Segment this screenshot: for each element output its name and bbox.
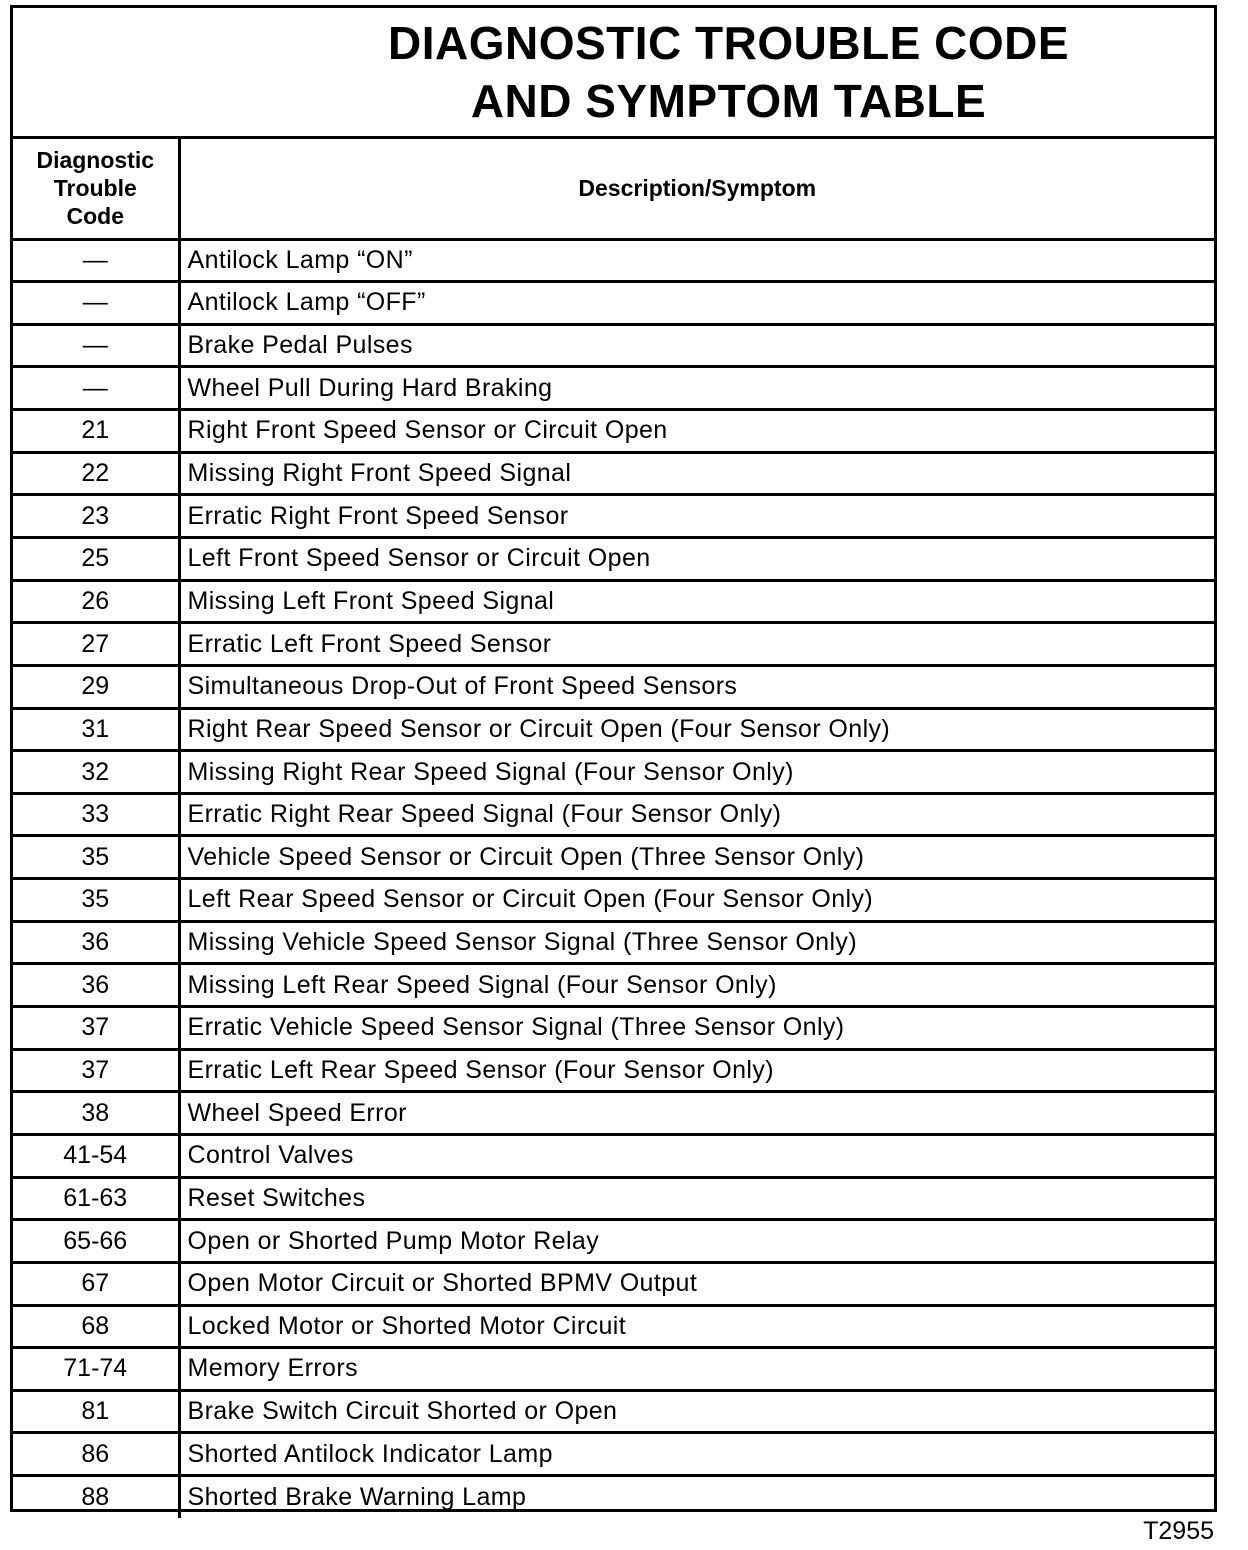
table-row xyxy=(13,1476,1214,1519)
table-row xyxy=(13,836,1214,879)
dtc-code-cell: 26 xyxy=(13,580,179,623)
description-cell: Shorted Brake Warning Lamp xyxy=(187,1483,527,1512)
description-cell: Missing Vehicle Speed Sensor Signal (Three Sensor Only) xyxy=(179,921,1214,964)
dtc-code-cell: 61-63 xyxy=(13,1177,179,1220)
table-row xyxy=(13,537,1214,580)
description-cell: Right Rear Speed Sensor or Circuit Open (Four Sensor Only) xyxy=(179,708,1214,751)
table-header-row xyxy=(13,139,1214,239)
dtc-code-cell: 32 xyxy=(13,751,179,794)
table-row xyxy=(13,964,1214,1007)
description-cell: Missing Right Rear Speed Signal (Four Sensor Only) xyxy=(179,751,1214,794)
table-row xyxy=(13,751,1214,794)
description-cell: Wheel Speed Error xyxy=(179,1092,1214,1135)
table-row xyxy=(13,452,1214,495)
table-row xyxy=(13,1390,1214,1433)
table-row xyxy=(13,921,1214,964)
table-row xyxy=(13,879,1214,922)
description-cell: Vehicle Speed Sensor or Circuit Open (Three Sensor Only) xyxy=(179,836,1214,879)
table-row xyxy=(13,1134,1214,1177)
dtc-code-cell: — xyxy=(13,324,179,367)
dtc-code-cell: 41-54 xyxy=(13,1134,179,1177)
description-cell: Erratic Left Rear Speed Sensor (Four Sensor Only) xyxy=(179,1049,1214,1092)
description-cell: Missing Left Front Speed Signal xyxy=(179,580,1214,623)
dtc-code-cell: 35 xyxy=(13,836,179,879)
description-cell: Memory Errors xyxy=(179,1348,1214,1391)
table-row xyxy=(13,1433,1214,1476)
dtc-code-cell: 21 xyxy=(13,410,179,453)
table-row xyxy=(13,793,1214,836)
table-row xyxy=(13,580,1214,623)
dtc-code-cell: 23 xyxy=(13,495,179,538)
column-header-description: Description/Symptom xyxy=(179,139,1214,239)
description-cell: Missing Right Front Speed Signal xyxy=(179,452,1214,495)
dtc-code-cell: 25 xyxy=(13,537,179,580)
description-cell: Simultaneous Drop-Out of Front Speed Sensors xyxy=(179,665,1214,708)
table-row xyxy=(13,1262,1214,1305)
table-row xyxy=(13,282,1214,325)
description-cell: Antilock Lamp “ON” xyxy=(179,239,1214,282)
table-row xyxy=(13,1177,1214,1220)
description-cell: Right Front Speed Sensor or Circuit Open xyxy=(179,410,1214,453)
dtc-code-cell: 86 xyxy=(13,1433,179,1476)
table-row xyxy=(13,1049,1214,1092)
table-row xyxy=(13,324,1214,367)
title-block xyxy=(13,8,1214,139)
table-row xyxy=(13,1348,1214,1391)
dtc-code-cell: 29 xyxy=(13,665,179,708)
dtc-code-cell: 36 xyxy=(13,921,179,964)
dtc-code-cell: 65-66 xyxy=(13,1220,179,1263)
column-header-code xyxy=(13,139,179,239)
description-cell: Erratic Right Rear Speed Signal (Four Sensor Only) xyxy=(179,793,1214,836)
dtc-code-cell: — xyxy=(13,239,179,282)
description-cell: Reset Switches xyxy=(179,1177,1214,1220)
table-row xyxy=(13,495,1214,538)
description-cell: Antilock Lamp “OFF” xyxy=(179,282,1214,325)
dtc-code-cell: 36 xyxy=(13,964,179,1007)
title-line-2: AND SYMPTOM TABLE xyxy=(470,75,987,127)
dtc-code-cell: 37 xyxy=(13,1007,179,1050)
dtc-code-cell: 88 xyxy=(13,1476,179,1519)
description-cell: Shorted Antilock Indicator Lamp xyxy=(179,1433,1214,1476)
description-cell: Open or Shorted Pump Motor Relay xyxy=(179,1220,1214,1263)
dtc-code-cell: 71-74 xyxy=(13,1348,179,1391)
dtc-code-cell: 67 xyxy=(13,1262,179,1305)
description-cell: Left Rear Speed Sensor or Circuit Open (Four Sensor Only) xyxy=(179,879,1214,922)
description-cell: Erratic Right Front Speed Sensor xyxy=(179,495,1214,538)
description-cell: Brake Switch Circuit Shorted or Open xyxy=(179,1390,1214,1433)
description-cell: Control Valves xyxy=(179,1134,1214,1177)
table-row xyxy=(13,1305,1214,1348)
description-cell: Open Motor Circuit or Shorted BPMV Output xyxy=(179,1262,1214,1305)
table-row xyxy=(13,708,1214,751)
description-cell: Erratic Left Front Speed Sensor xyxy=(179,623,1214,666)
table-row xyxy=(13,410,1214,453)
dtc-code-cell: 27 xyxy=(13,623,179,666)
table-row xyxy=(13,1092,1214,1135)
title-line-1: DIAGNOSTIC TROUBLE CODE xyxy=(387,17,1070,69)
dtc-code-cell: 22 xyxy=(13,452,179,495)
dtc-table-sheet xyxy=(10,5,1217,1512)
description-cell: Left Front Speed Sensor or Circuit Open xyxy=(179,537,1214,580)
table-row xyxy=(13,1007,1214,1050)
dtc-code-cell: 37 xyxy=(13,1049,179,1092)
description-cell: Wheel Pull During Hard Braking xyxy=(179,367,1214,410)
description-cell: Missing Left Rear Speed Signal (Four Sensor Only) xyxy=(179,964,1214,1007)
dtc-table xyxy=(13,139,1214,1518)
description-cell: Locked Motor or Shorted Motor Circuit xyxy=(179,1305,1214,1348)
table-row xyxy=(13,665,1214,708)
table-row xyxy=(13,1220,1214,1263)
dtc-code-cell: 38 xyxy=(13,1092,179,1135)
dtc-code-cell: — xyxy=(13,282,179,325)
code-header-line-2: Trouble xyxy=(53,175,137,202)
code-header-line-1: Diagnostic xyxy=(36,147,155,174)
description-cell: Brake Pedal Pulses xyxy=(179,324,1214,367)
description-cell: Erratic Vehicle Speed Sensor Signal (Three Sensor Only) xyxy=(179,1007,1214,1050)
dtc-code-cell: 35 xyxy=(13,879,179,922)
table-row xyxy=(13,367,1214,410)
dtc-code-cell: 68 xyxy=(13,1305,179,1348)
dtc-code-cell: — xyxy=(13,367,179,410)
table-row xyxy=(13,239,1214,282)
code-header-line-3: Code xyxy=(66,203,124,230)
table-row xyxy=(13,623,1214,666)
dtc-code-cell: 31 xyxy=(13,708,179,751)
figure-id: T2955 xyxy=(1143,1517,1214,1545)
dtc-code-cell: 33 xyxy=(13,793,179,836)
dtc-code-cell: 81 xyxy=(13,1390,179,1433)
